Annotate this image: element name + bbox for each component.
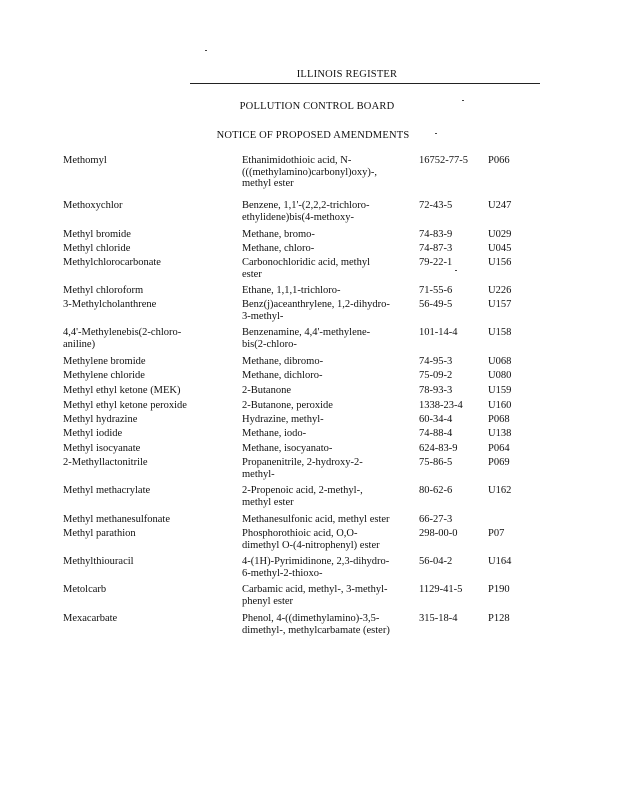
chemical-name-line: Phenol, 4-((dimethylamino)-3,5- <box>242 613 380 624</box>
substance-name <box>63 229 238 241</box>
chemical-name-line: Hydrazine, methyl- <box>242 414 324 425</box>
substance-name <box>63 443 238 455</box>
substance-name <box>63 327 238 350</box>
cas-number: 56-49-5 <box>419 299 453 310</box>
chemical-name <box>242 243 420 255</box>
chemical-name-line: Methane, chloro- <box>242 243 315 254</box>
waste-code: U226 <box>488 285 512 296</box>
substance-name-line: Methylthiouracil <box>63 556 134 567</box>
waste-code: U138 <box>488 428 512 439</box>
chemical-name-line: Propanenitrile, 2-hydroxy-2- <box>242 457 363 468</box>
substance-name <box>63 428 238 440</box>
board-title: POLLUTION CONTROL BOARD <box>239 101 395 112</box>
substance-name-line: Methyl methacrylate <box>63 485 151 496</box>
substance-name-line: Methyl ethyl ketone peroxide <box>63 400 187 411</box>
chemical-name-line: Carbamic acid, methyl-, 3-methyl- <box>242 584 388 595</box>
cas-number: 78-93-3 <box>419 385 453 396</box>
cas-number: 315-18-4 <box>419 613 458 624</box>
waste-code: U157 <box>488 299 512 310</box>
cas-number: 74-88-4 <box>419 428 453 439</box>
register-title: ILLINOIS REGISTER <box>296 69 398 80</box>
substance-name <box>63 299 238 311</box>
chemical-name <box>242 370 420 382</box>
waste-code: P066 <box>488 155 510 166</box>
chemical-name <box>242 457 420 480</box>
chemical-name <box>242 229 420 241</box>
waste-code: U160 <box>488 400 512 411</box>
chemical-name-line: 2-Butanone, peroxide <box>242 400 333 411</box>
cas-number: 74-87-3 <box>419 243 453 254</box>
header-rule <box>190 83 540 84</box>
substance-name-line: Methyl bromide <box>63 229 131 240</box>
chemical-name <box>242 385 420 397</box>
cas-number: 72-43-5 <box>419 200 453 211</box>
substance-name <box>63 385 238 397</box>
chemical-name-line: ethylidene)bis(4-methoxy- <box>242 211 354 223</box>
chemical-name <box>242 327 420 350</box>
cas-number: 60-34-4 <box>419 414 453 425</box>
cas-number: 79-22-1 <box>419 257 453 268</box>
substance-name-line: Methyl hydrazine <box>63 414 138 425</box>
chemical-name-line: Methanesulfonic acid, methyl ester <box>242 514 390 525</box>
chemical-name <box>242 285 420 297</box>
waste-code: U080 <box>488 370 512 381</box>
substance-name-line: Methyl isocyanate <box>63 443 141 454</box>
waste-code: U247 <box>488 200 512 211</box>
waste-code: U156 <box>488 257 512 268</box>
chemical-name-line: methyl ester <box>242 496 294 508</box>
substance-name <box>63 556 238 568</box>
cas-number: 298-00-0 <box>419 528 458 539</box>
substance-name <box>63 370 238 382</box>
chemical-name <box>242 299 420 322</box>
waste-code: U158 <box>488 327 512 338</box>
substance-name-line: Methyl chloride <box>63 243 131 254</box>
waste-code: P190 <box>488 584 510 595</box>
cas-number: 71-55-6 <box>419 285 453 296</box>
cas-number: 74-83-9 <box>419 229 453 240</box>
cas-number: 75-86-5 <box>419 457 453 468</box>
chemical-name <box>242 428 420 440</box>
substance-name-line: Methylene bromide <box>63 356 146 367</box>
chemical-name-line: dimethyl-, methylcarbamate (ester) <box>242 624 390 636</box>
chemical-name <box>242 528 420 551</box>
substance-name-line: Methyl parathion <box>63 528 136 539</box>
waste-code: U045 <box>488 243 512 254</box>
substance-name <box>63 457 238 469</box>
cas-number: 101-14-4 <box>419 327 458 338</box>
substance-name-line: 3-Methylcholanthrene <box>63 299 157 310</box>
substance-name-line: aniline) <box>63 338 96 350</box>
chemical-name-line: 4-(1H)-Pyrimidinone, 2,3-dihydro- <box>242 556 390 567</box>
chemical-name-line: Methane, dibromo- <box>242 356 324 367</box>
chemical-name-line: 2-Propenoic acid, 2-methyl-, <box>242 485 363 496</box>
chemical-name-line: Methane, iodo- <box>242 428 307 439</box>
chemical-name-line: bis(2-chloro- <box>242 338 297 350</box>
chemical-name <box>242 356 420 368</box>
substance-name-line: 2-Methyllactonitrile <box>63 457 148 468</box>
chemical-name-line: Benzene, 1,1'-(2,2,2-trichloro- <box>242 200 370 211</box>
chemical-name-line: Ethanimidothioic acid, N- <box>242 155 352 166</box>
chemical-name-line: Carbonochloridic acid, methyl <box>242 257 371 268</box>
chemical-name <box>242 443 420 455</box>
substance-name <box>63 514 238 526</box>
chemical-name-line: dimethyl O-(4-nitrophenyl) ester <box>242 539 380 551</box>
substance-name-line: Methyl chloroform <box>63 285 144 296</box>
notice-title: NOTICE OF PROPOSED AMENDMENTS <box>216 130 410 141</box>
chemical-name-line: Benz(j)aceanthrylene, 1,2-dihydro- <box>242 299 390 310</box>
chemical-name-line: 6-methyl-2-thioxo- <box>242 567 323 579</box>
substance-name <box>63 414 238 426</box>
chemical-name <box>242 400 420 412</box>
substance-name-line: Methylene chloride <box>63 370 145 381</box>
chemical-name-line: methyl- <box>242 468 275 480</box>
substance-name-line: Methoxychlor <box>63 200 123 211</box>
substance-name <box>63 155 238 167</box>
substance-name-line: Methyl ethyl ketone (MEK) <box>63 385 181 396</box>
chemical-name <box>242 200 420 223</box>
waste-code: P07 <box>488 528 505 539</box>
substance-name-line: Mexacarbate <box>63 613 118 624</box>
substance-name-line: Methylchlorocarbonate <box>63 257 161 268</box>
cas-number: 74-95-3 <box>419 356 453 367</box>
chemical-name-line: Ethane, 1,1,1-trichloro- <box>242 285 341 296</box>
substance-name <box>63 285 238 297</box>
substance-name-line: Metolcarb <box>63 584 107 595</box>
substance-name <box>63 400 238 412</box>
chemical-name <box>242 584 420 607</box>
waste-code: U164 <box>488 556 512 567</box>
substance-name <box>63 243 238 255</box>
substance-name-line: Methyl iodide <box>63 428 123 439</box>
waste-code: P068 <box>488 414 510 425</box>
substance-name <box>63 356 238 368</box>
cas-number: 16752-77-5 <box>419 155 468 166</box>
waste-code: U159 <box>488 385 512 396</box>
chemical-name-line: (((methylamino)carbonyl)oxy)-, <box>242 166 377 178</box>
chemical-name-line: Methane, isocyanato- <box>242 443 333 454</box>
cas-number: 56-04-2 <box>419 556 453 567</box>
waste-code: U029 <box>488 229 512 240</box>
substance-name <box>63 613 238 625</box>
chemical-name-line: Phosphorothioic acid, O,O- <box>242 528 358 539</box>
chemical-name-line: ester <box>242 268 262 280</box>
waste-code: U068 <box>488 356 512 367</box>
waste-code: P128 <box>488 613 510 624</box>
cas-number: 66-27-3 <box>419 514 453 525</box>
cas-number: 80-62-6 <box>419 485 453 496</box>
chemical-name <box>242 485 420 508</box>
chemical-name-line: methyl ester <box>242 178 294 189</box>
cas-number: 624-83-9 <box>419 443 458 454</box>
chemical-name <box>242 155 420 190</box>
waste-code: U162 <box>488 485 512 496</box>
waste-code: P064 <box>488 443 510 454</box>
chemical-name-line: 3-methyl- <box>242 310 284 322</box>
waste-code: P069 <box>488 457 510 468</box>
cas-number: 1129-41-5 <box>419 584 463 595</box>
substance-name <box>63 584 238 596</box>
substance-name <box>63 528 238 540</box>
cas-number: 1338-23-4 <box>419 400 463 411</box>
substance-name <box>63 257 238 269</box>
substance-name-line: Methyl methanesulfonate <box>63 514 171 525</box>
substance-name-line: Methomyl <box>63 155 107 166</box>
substance-name-line: 4,4'-Methylenebis(2-chloro- <box>63 327 182 338</box>
chemical-name <box>242 414 420 426</box>
chemical-name-line: Benzenamine, 4,4'-methylene- <box>242 327 371 338</box>
chemical-name-line: Methane, bromo- <box>242 229 315 240</box>
chemical-name-line: phenyl ester <box>242 595 294 607</box>
chemical-name <box>242 613 420 636</box>
chemical-name <box>242 257 420 280</box>
chemical-name <box>242 556 420 579</box>
substance-name <box>63 485 238 497</box>
substance-name <box>63 200 238 212</box>
cas-number: 75-09-2 <box>419 370 453 381</box>
chemical-name-line: Methane, dichloro- <box>242 370 323 381</box>
chemical-name-line: 2-Butanone <box>242 385 291 396</box>
chemical-name <box>242 514 420 526</box>
